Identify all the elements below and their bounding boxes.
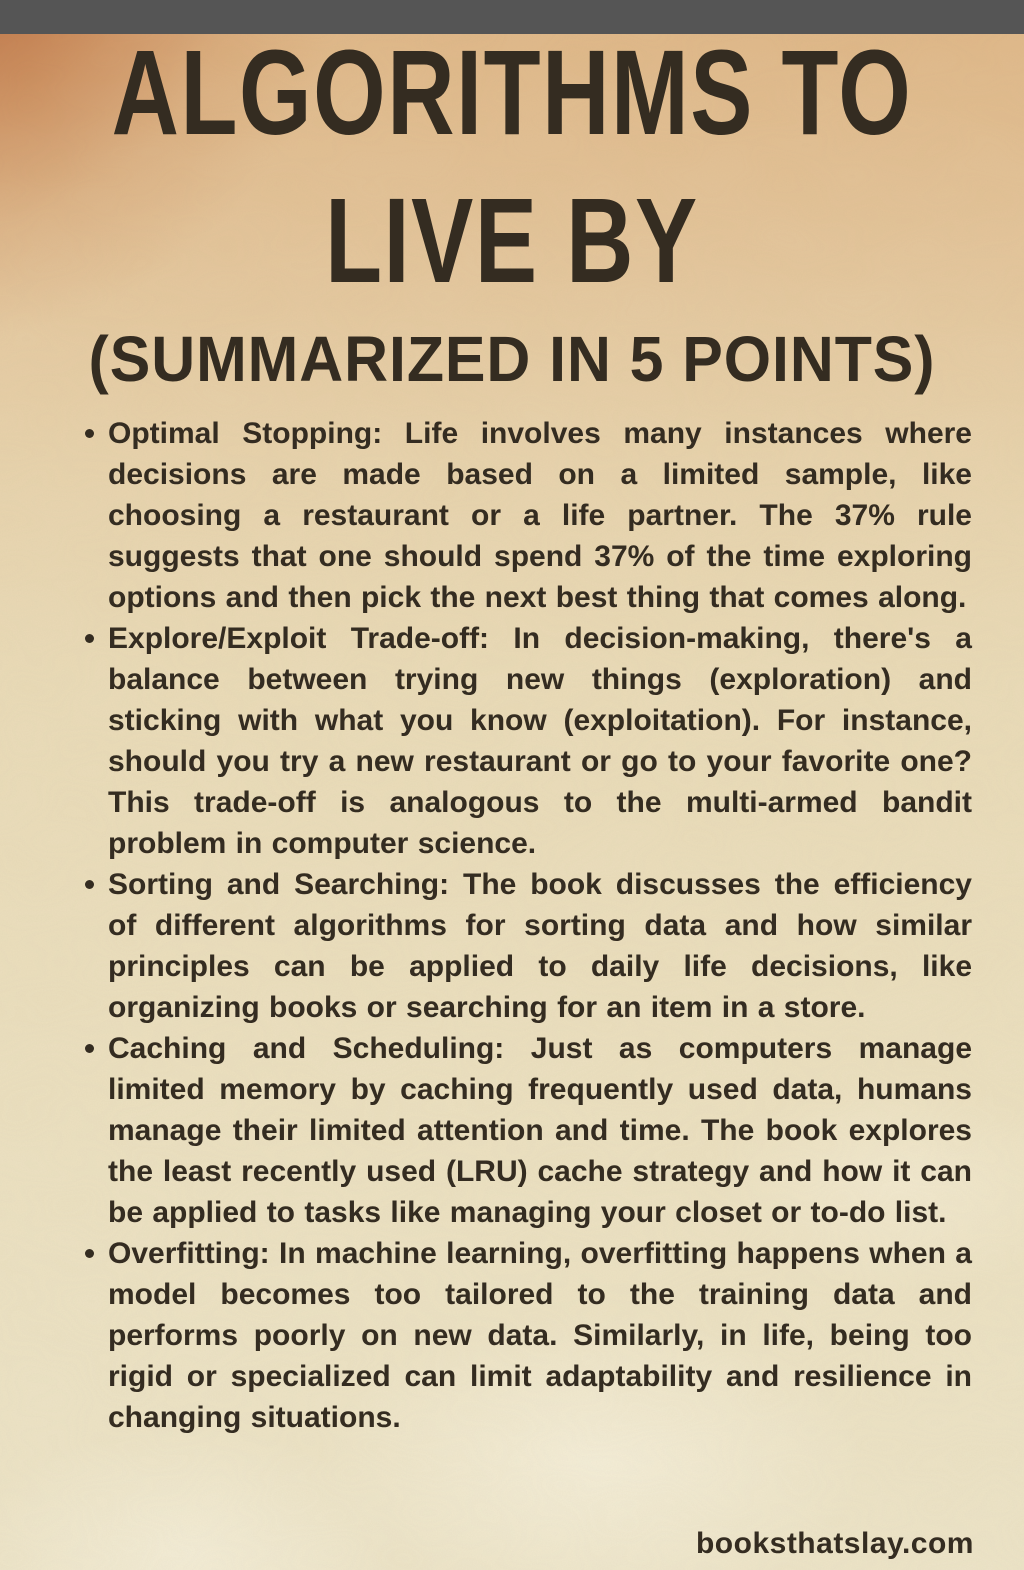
title-line-1: ALGORITHMS TO [111,25,913,161]
list-item-overfitting: Overfitting: In machine learning, overfitting happens when a model becomes too tailored to the training data and performs poorly on new data. Similarly, in life, being too rigid or specialized can limit adaptability and resilience in changing situations. [108,1233,972,1438]
list-item-optimal-stopping: Optimal Stopping: Life involves many instances where decisions are made based on a limited sample, like choosing a restaurant or a life partner. The 37% rule suggests that one should spend 37% of the time exploring options and then pick the next best thing that comes along. [108,413,972,618]
list-item-caching-scheduling: Caching and Scheduling: Just as computers manage limited memory by caching frequently used data, humans manage their limited attention and time. The book explores the least recently used (LRU) cache strategy and how it can be applied to tasks like managing your closet or to-do list. [108,1028,972,1233]
list-item-explore-exploit: Explore/Exploit Trade-off: In decision-making, there's a balance between trying new things (exploration) and sticking with what you know (exploitation). For instance, should you try a new restaurant or go to your favorite one? This trade-off is analogous to the multi-armed bandit problem in computer science. [108,618,972,864]
book-summary-poster [0,25,1024,1570]
list-item-sorting-searching: Sorting and Searching: The book discusses the efficiency of different algorithms for sorting data and how similar principles can be applied to daily life decisions, like organizing books or searching for an item in a store. [108,864,972,1028]
page-title [0,25,1024,309]
page-subtitle: (SUMMARIZED IN 5 POINTS) [88,323,936,395]
title-line-2: LIVE BY [325,173,699,309]
website-credit: booksthatslay.com [695,1527,974,1560]
summary-list [84,413,972,1438]
poster-content [0,25,1024,1570]
